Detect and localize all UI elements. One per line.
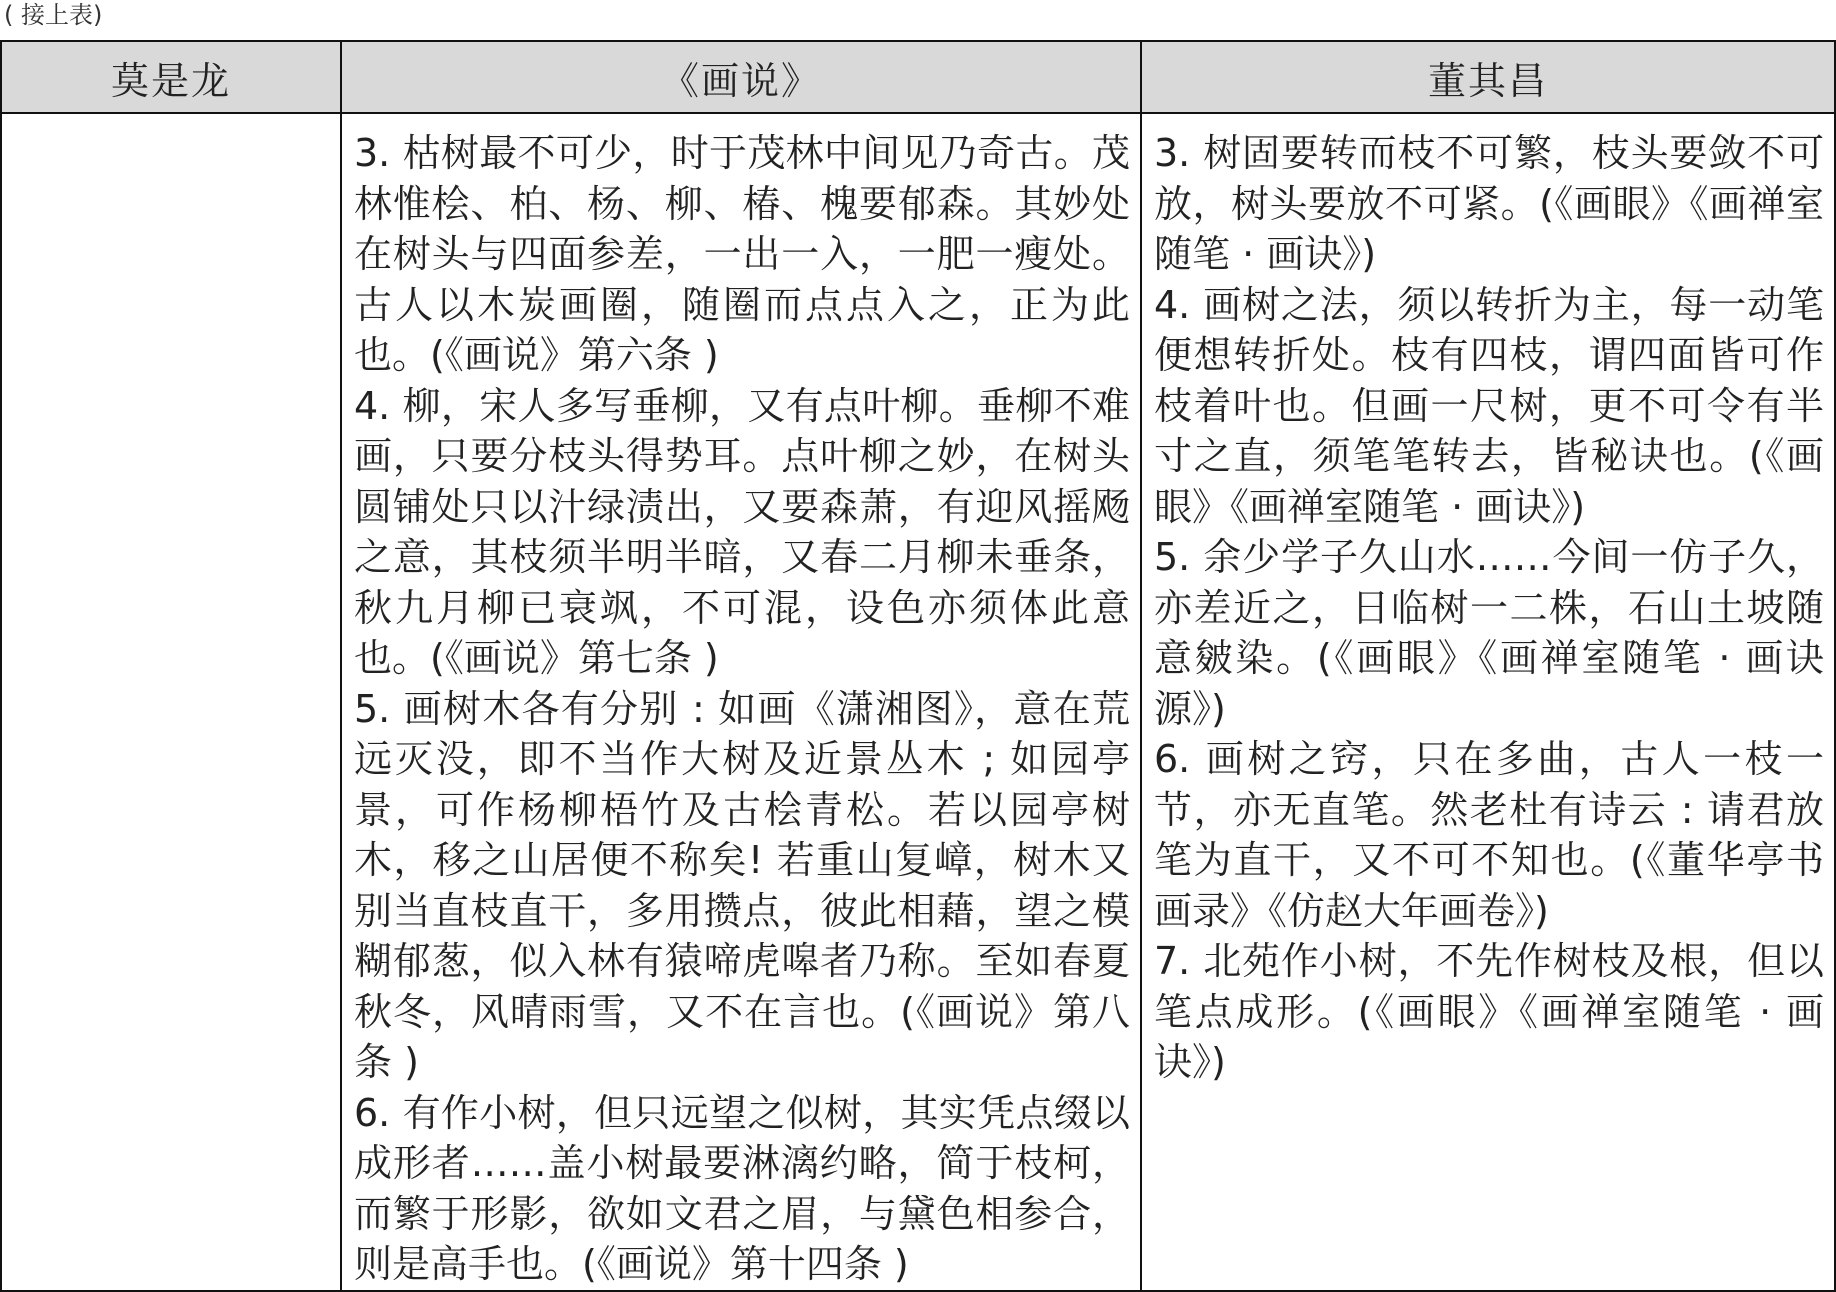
dong-item-5: 5. 余少学子久山水……今间一仿子久，亦差近之，日临树一二株，石山土坡随意皴染。(《画眼》《画禅室随笔 · 画诀源》) <box>1154 535 1824 731</box>
cell-hua-shuo-text <box>342 114 1140 1290</box>
continuation-label: ( 接上表) <box>4 1 103 29</box>
cell-dong-qichang-text <box>1142 114 1834 1088</box>
cell-dong-qichang <box>1141 113 1835 1291</box>
dong-item-3: 3. 树固要转而枝不可繁，枝头要敛不可放，树头要放不可紧。(《画眼》《画禅室随笔 · 画诀》) <box>1154 131 1824 276</box>
table-header-row <box>1 41 1835 113</box>
header-dong-qichang: 董其昌 <box>1141 41 1835 113</box>
hua-shuo-item-5: 5. 画树木各有分别 : 如画《潇湘图》，意在荒远灭没，即不当作大树及近景丛木 ; 如园亭景，可作杨柳梧竹及古桧青松。若以园亭树木，移之山居便不称矣! 若重山复嶂，树木又别当直枝直干，多用攒点，彼此相藉，望之模糊郁葱，似入林有猿啼虎嗥者乃称。至如春夏秋冬，风晴雨雪，又不在言也。(《画说》第八条 ) <box>354 686 1130 1084</box>
hua-shuo-item-3: 3. 枯树最不可少，时于茂林中间见乃奇古。茂林惟桧、柏、杨、柳、椿、槐要郁森。其妙处在树头与四面参差，一出一入，一肥一瘦处。古人以木炭画圈，随圈而点点入之，正为此也。(《画说》第六条 ) <box>354 131 1130 377</box>
header-mo-shilong: 莫是龙 <box>1 41 341 113</box>
dong-item-6: 6. 画树之窍，只在多曲，古人一枝一节，亦无直笔。然老杜有诗云 : 请君放笔为直干，又不可不知也。(《董华亭书画录》《仿赵大年画卷》) <box>1154 737 1824 933</box>
dong-item-4: 4. 画树之法，须以转折为主，每一动笔便想转折处。枝有四枝，谓四面皆可作枝着叶也。但画一尺树，更不可令有半寸之直，须笔笔转去，皆秘诀也。(《画眼》《画禅室随笔 · 画诀》) <box>1154 282 1824 529</box>
header-hua-shuo: 《画说》 <box>341 41 1141 113</box>
hua-shuo-item-4: 4. 柳，宋人多写垂柳，又有点叶柳。垂柳不难画，只要分枝头得势耳。点叶柳之妙，在树头圆铺处只以汁绿渍出，又要森萧，有迎风摇飏之意，其枝须半明半暗，又春二月柳未垂条，秋九月柳已衰飒，不可混，设色亦须体此意也。(《画说》第七条 ) <box>354 383 1130 680</box>
dong-item-7: 7. 北苑作小树，不先作树枝及根，但以笔点成形。(《画眼》《画禅室随笔 · 画诀》) <box>1154 939 1824 1084</box>
cell-hua-shuo <box>341 113 1141 1291</box>
cell-mo-shilong-text <box>2 114 340 128</box>
table-row <box>1 113 1835 1291</box>
hua-shuo-item-6: 6. 有作小树，但只远望之似树，其实凭点缀以成形者……盖小树最要淋漓约略，简于枝柯，而繁于形影，欲如文君之眉，与黛色相参合，则是高手也。(《画说》第十四条 ) <box>354 1090 1130 1286</box>
cell-mo-shilong <box>1 113 341 1291</box>
comparison-table <box>0 40 1836 1292</box>
